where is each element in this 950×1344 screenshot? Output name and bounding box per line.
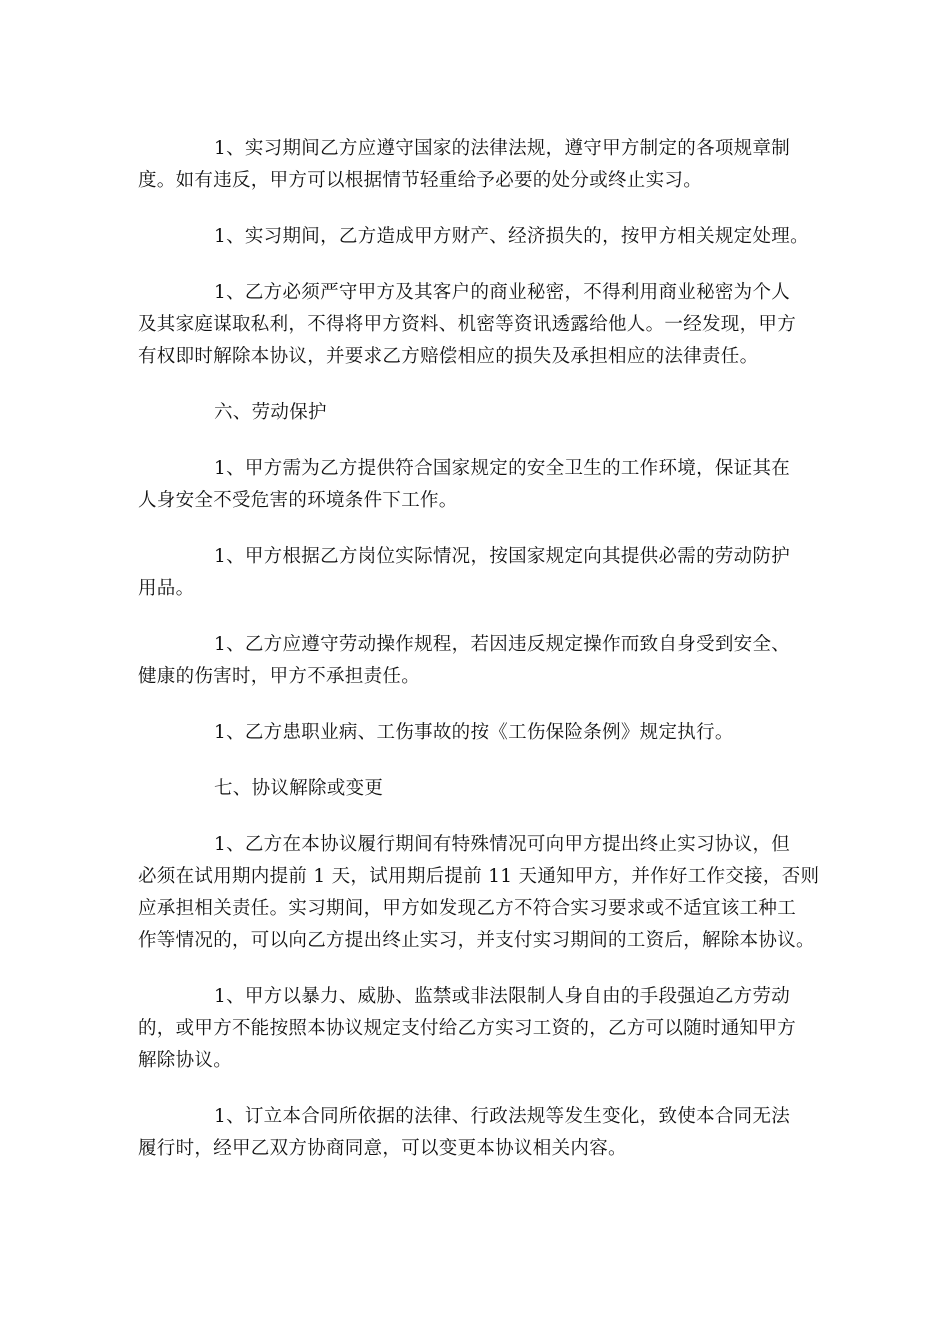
document-body — [138, 133, 818, 1189]
clause-paragraph — [138, 981, 818, 1077]
paragraph-line: 履行时，经甲乙双方协商同意，可以变更本协议相关内容。 — [138, 1138, 627, 1159]
paragraph-line: 1、甲方以暴力、威胁、监禁或非法限制人身自由的手段强迫乙方劳动 — [214, 986, 791, 1007]
paragraph-line: 1、甲方需为乙方提供符合国家规定的安全卫生的工作环境，保证其在 — [214, 458, 791, 479]
paragraph-line: 及其家庭谋取私利，不得将甲方资料、机密等资讯透露给他人。一经发现，甲方 — [138, 314, 797, 335]
paragraph-line: 健康的伤害时，甲方不承担责任。 — [138, 666, 421, 687]
paragraph-line: 度。如有违反，甲方可以根据情节轻重给予必要的处分或终止实习。 — [138, 170, 703, 191]
paragraph-line: 必须在试用期内提前 1 天，试用期后提前 11 天通知甲方，并作好工作交接，否则 — [138, 866, 820, 887]
clause-paragraph — [138, 717, 818, 749]
paragraph-line: 解除协议。 — [138, 1050, 233, 1071]
clause-paragraph — [138, 453, 818, 517]
paragraph-line: 有权即时解除本协议，并要求乙方赔偿相应的损失及承担相应的法律责任。 — [138, 346, 759, 367]
paragraph-line: 1、甲方根据乙方岗位实际情况，按国家规定向其提供必需的劳动防护 — [214, 546, 791, 567]
paragraph-line: 1、乙方应遵守劳动操作规程，若因违反规定操作而致自身受到安全、 — [214, 634, 791, 655]
clause-paragraph — [138, 541, 818, 605]
clause-paragraph — [138, 1101, 818, 1165]
clause-paragraph — [138, 277, 818, 373]
clause-paragraph — [138, 829, 818, 957]
paragraph-line: 用品。 — [138, 578, 195, 599]
paragraph-line: 1、订立本合同所依据的法律、行政法规等发生变化，致使本合同无法 — [214, 1106, 791, 1127]
section-heading-text: 七、协议解除或变更 — [214, 778, 384, 799]
section-heading-text: 六、劳动保护 — [214, 402, 327, 423]
paragraph-line: 作等情况的，可以向乙方提出终止实习，并支付实习期间的工资后，解除本协议。 — [138, 930, 815, 951]
paragraph-line: 1、乙方必须严守甲方及其客户的商业秘密，不得利用商业秘密为个人 — [214, 282, 791, 303]
paragraph-line: 1、实习期间，乙方造成甲方财产、经济损失的，按甲方相关规定处理。 — [214, 226, 809, 247]
paragraph-line: 人身安全不受危害的环境条件下工作。 — [138, 490, 458, 511]
paragraph-line: 1、乙方在本协议履行期间有特殊情况可向甲方提出终止实习协议，但 — [214, 834, 791, 855]
paragraph-line: 1、乙方患职业病、工伤事故的按《工伤保险条例》规定执行。 — [214, 722, 734, 743]
paragraph-line: 的，或甲方不能按照本协议规定支付给乙方实习工资的，乙方可以随时通知甲方 — [138, 1018, 797, 1039]
section-heading — [138, 397, 818, 429]
paragraph-line: 应承担相关责任。实习期间，甲方如发现乙方不符合实习要求或不适宜该工种工 — [138, 898, 797, 919]
clause-paragraph — [138, 629, 818, 693]
clause-paragraph — [138, 221, 818, 253]
paragraph-line: 1、实习期间乙方应遵守国家的法律法规，遵守甲方制定的各项规章制 — [214, 138, 791, 159]
section-heading — [138, 773, 818, 805]
clause-paragraph — [138, 133, 818, 197]
